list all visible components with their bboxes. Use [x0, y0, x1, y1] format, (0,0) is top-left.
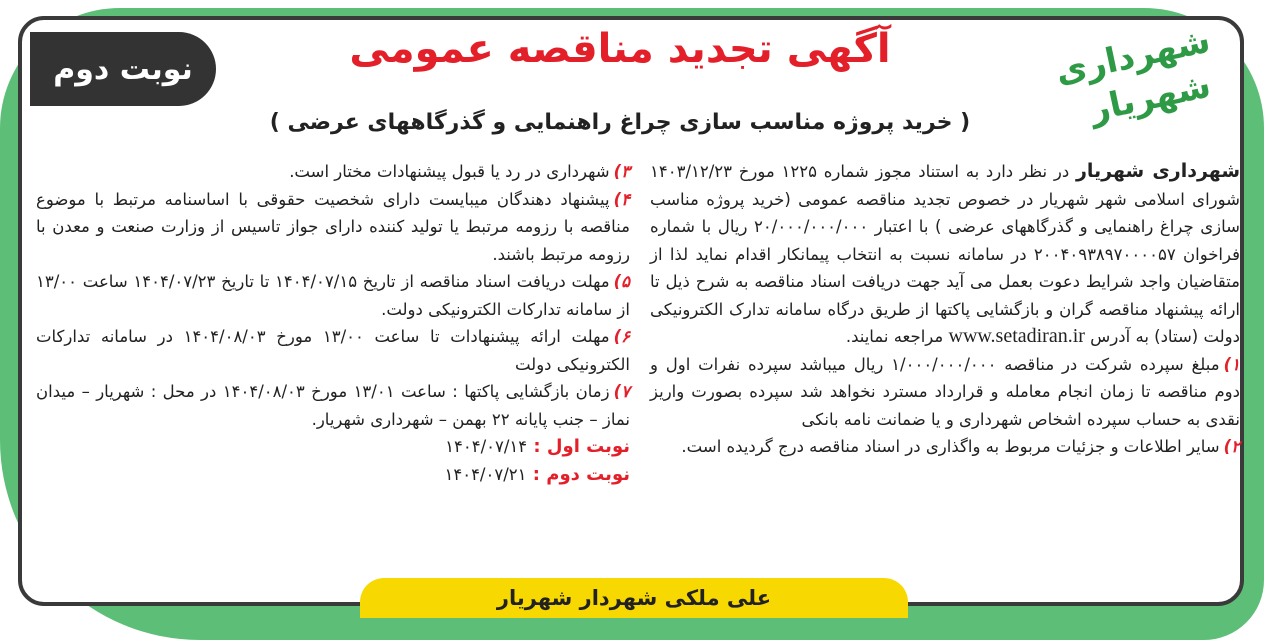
item-text: مبلغ سپرده شرکت در مناقصه ۱/۰۰۰/۰۰۰/۰۰۰ ریال میباشد سپرده نفرات اول و دوم مناقصه تا زمان انجام معامله و قرارداد مسترد نخواهد شد سپرده بصورت واریز نقدی به حساب سپرده اشخاص شهرداری و یا ضمانت نامه بانکی	[650, 354, 1240, 429]
item-number: ۱)	[1223, 354, 1240, 374]
intro-paragraph	[650, 158, 1240, 351]
item-text: مهلت دریافت اسناد مناقصه از تاریخ ۱۴۰۴/۰۷/۱۵ تا تاریخ ۱۴۰۴/۰۷/۲۳ ساعت ۱۳/۰۰ از سامانه تدارکات الکترونیکی دولت.	[36, 272, 630, 319]
item-text: پیشنهاد دهندگان میبایست دارای شخصیت حقوقی با اساسنامه مرتبط با موضوع مناقصه با رزومه مرتبط یا تولید کننده دارای جواز تاسیس از وزارت صنعت و معدن با رزومه مرتبط باشند.	[36, 189, 630, 264]
item-number: ۳)	[613, 162, 630, 181]
item-text: مهلت ارائه پیشنهادات تا ساعت ۱۳/۰۰ مورخ ۱۴۰۴/۰۸/۰۳ در سامانه تدارکات الکترونیکی دولت	[36, 327, 630, 374]
list-item	[36, 268, 630, 323]
left-column	[36, 158, 630, 488]
publication-second	[36, 461, 630, 489]
municipality-logo: شهرداری شهریار	[1052, 20, 1215, 131]
item-text: زمان بازگشایی پاکتها : ساعت ۱۳/۰۱ مورخ ۱۴۰۴/۰۸/۰۳ در محل : شهریار – میدان نماز – جنب پایانه ۲۲ بهمن – شهرداری شهریار.	[36, 382, 630, 429]
website-link[interactable]: www.setadiran.ir	[948, 325, 1085, 347]
publication-label: نوبت دوم :	[526, 463, 630, 485]
list-item	[36, 158, 630, 186]
org-name: شهرداری شهریار	[1075, 160, 1241, 182]
item-number: ۵)	[613, 272, 631, 291]
item-number: ۷)	[613, 382, 630, 401]
list-item	[36, 323, 630, 378]
publication-date: ۱۴۰۴/۰۷/۱۴	[445, 437, 528, 456]
notice-subtitle: ( خرید پروژه مناسب سازی چراغ راهنمایی و گذرگاههای عرضی )	[269, 110, 971, 135]
list-item	[650, 433, 1240, 461]
list-item	[650, 351, 1240, 434]
publication-first	[36, 433, 630, 461]
item-number: ۶)	[613, 327, 630, 346]
item-text: شهرداری در رد یا قبول پیشنهادات مختار است.	[289, 162, 610, 181]
item-number: ۴)	[613, 189, 630, 209]
list-item	[36, 378, 630, 433]
item-number: ۲)	[1223, 437, 1240, 456]
item-text: سایر اطلاعات و جزئیات مربوط به واگذاری در اسناد مناقصه درج گردیده است.	[681, 437, 1220, 456]
round-badge: نوبت دوم	[30, 32, 216, 106]
list-item	[36, 186, 630, 269]
publication-date: ۱۴۰۴/۰۷/۲۱	[444, 464, 527, 484]
mayor-signature: علی ملکی شهردار شهریار	[360, 578, 908, 618]
intro-text-end: مراجعه نمایند.	[845, 327, 949, 346]
notice-title: آگهی تجدید مناقصه عمومی	[349, 26, 891, 72]
publication-label: نوبت اول :	[527, 436, 630, 457]
right-column	[650, 158, 1240, 461]
intro-text: در نظر دارد به استناد مجوز شماره ۱۲۲۵ مورخ ۱۴۰۳/۱۲/۲۳ شورای اسلامی شهر شهریار در خصوص تجدید مناقصه عمومی (خرید پروژه مناسب سازی چراغ راهنمایی و گذرگاههای عرضی ) با اعتبار ۲۰/۰۰۰/۰۰۰/۰۰۰ ریال با شماره فراخوان ۲۰۰۴۰۹۳۸۹۷۰۰۰۰۵۷ در سامانه نسبت به انتخاب پیمانکار اقدام نماید لذا از متقاضیان واجد شرایط دعوت بعمل می آید جهت دریافت اسناد مناقصه به شرح ذیل تا ارائه پیشنهاد مناقصه گران و بازگشایی پاکتها از طریق درگاه سامانه تدارک الکترونیکی دولت (ستاد) به آدرس	[650, 162, 1241, 346]
